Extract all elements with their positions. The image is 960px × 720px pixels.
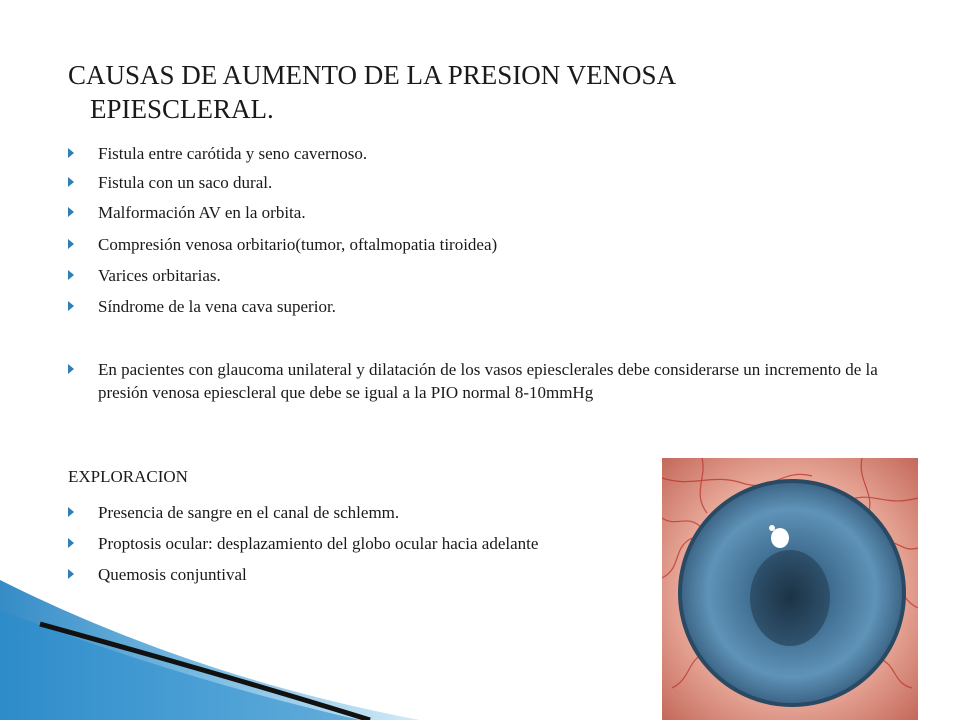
cause-item: [68, 233, 918, 256]
note-text: En pacientes con glaucoma unilateral y dilatación de los vasos epiesclerales debe considerarse un incremento de la presión venosa epiescleral que debe se igual a la PIO normal 8-10mmHg: [98, 360, 878, 402]
arrow-bullet-icon: [68, 148, 74, 158]
exploration-text: Quemosis conjuntival: [98, 565, 247, 584]
arrow-bullet-icon: [68, 207, 74, 217]
cause-text: Compresión venosa orbitario(tumor, oftalmopatia tiroidea): [98, 235, 498, 254]
cause-item: [68, 142, 918, 165]
cause-text: Fistula entre carótida y seno cavernoso.: [98, 144, 368, 163]
cause-text: Síndrome de la vena cava superior.: [98, 297, 336, 316]
arrow-bullet-icon: [68, 364, 74, 374]
arrow-bullet-icon: [68, 270, 74, 280]
decorative-swoosh: [0, 580, 420, 720]
cause-item: [68, 264, 918, 287]
eye-photo: [662, 458, 918, 720]
cause-item: [68, 295, 918, 318]
cause-text: Varices orbitarias.: [98, 266, 221, 285]
arrow-bullet-icon: [68, 507, 74, 517]
title-line-1: CAUSAS DE AUMENTO DE LA PRESION VENOSA: [68, 60, 677, 90]
slide-title: [68, 58, 868, 126]
title-line-2: EPIESCLERAL.: [90, 94, 274, 124]
cause-item: [68, 201, 918, 224]
exploration-text: Presencia de sangre en el canal de schlemm.: [98, 503, 400, 522]
note-item: [68, 358, 918, 404]
cause-text: Fistula con un saco dural.: [98, 173, 273, 192]
arrow-bullet-icon: [68, 239, 74, 249]
arrow-bullet-icon: [68, 569, 74, 579]
cause-text: Malformación AV en la orbita.: [98, 203, 306, 222]
arrow-bullet-icon: [68, 301, 74, 311]
arrow-bullet-icon: [68, 538, 74, 548]
exploration-heading: EXPLORACION: [68, 467, 188, 486]
exploration-text: Proptosis ocular: desplazamiento del globo ocular hacia adelante: [98, 534, 539, 553]
cause-item: [68, 171, 918, 194]
arrow-bullet-icon: [68, 177, 74, 187]
